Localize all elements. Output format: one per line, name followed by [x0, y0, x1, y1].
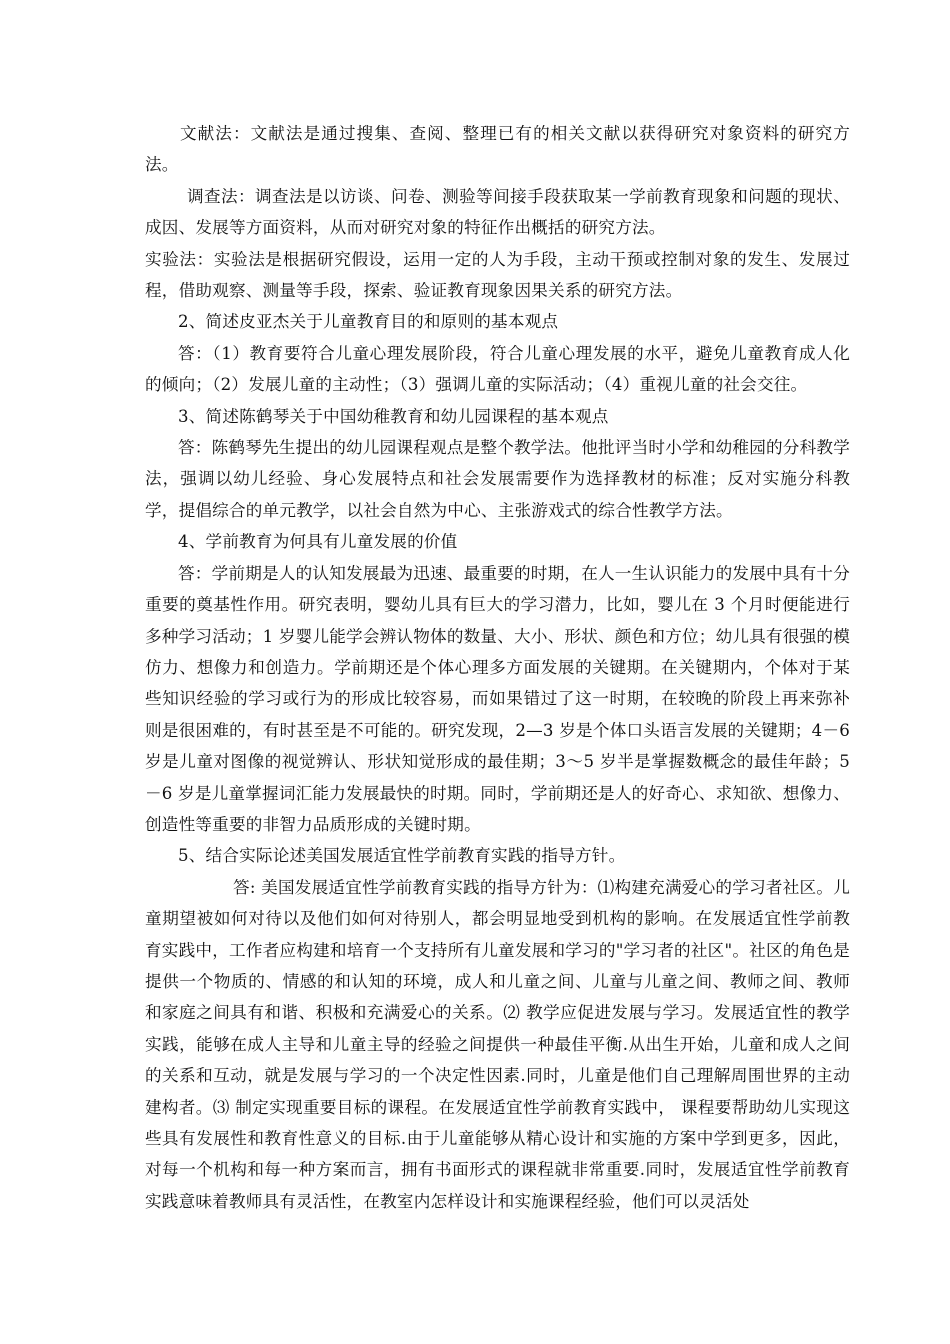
question-2-heading: 2、简述皮亚杰关于儿童教育目的和原则的基本观点: [178, 312, 559, 332]
paragraph-literature-method: 文献法：文献法是通过搜集、查阅、整理已有的相关文献以获得研究对象资料的研究方法。: [145, 124, 850, 175]
question-5-heading: 5、结合实际论述美国发展适宜性学前教育实践的指导方针。: [178, 846, 626, 866]
paragraph-experiment-method: 实验法：实验法是根据研究假设，运用一定的人为手段，主动干预或控制对象的发生、发展过程，借助观察、测量等手段，探索、验证教育现象因果关系的研究方法。: [145, 249, 850, 301]
question-3-heading: 3、简述陈鹤琴关于中国幼稚教育和幼儿园课程的基本观点: [178, 406, 609, 426]
answer-5: 答: 美国发展适宜性学前教育实践的指导方针为：⑴构建充满爱心的学习者社区。儿童期望被如何对待以及他们如何对待别人，都会明显地受到机构的影响。在发展适宜性学前教育实践中，工作者应构建和培育一个支持所有儿童发展和学习的"学习者的社区"。社区的角色是提供一个物质的、情感的和认知的环境，成人和儿童之间、儿童与儿童之间、教师之间、教师和家庭之间具有和谐、积极和充满爱心的关系。⑵ 教学应促进发展与学习。发展适宜性的教学实践，能够在成人主导和儿童主导的经验之间提供一种最佳平衡.从出生开始，儿童和成人之间的关系和互动，就是发展与学习的一个决定性因素.同时，儿童是他们自己理解周围世界的主动建构者。⑶ 制定实现重要目标的课程。在发展适宜性学前教育实践中， 课程要帮助幼儿实现这些具有发展性和教育性意义的目标.由于儿童能够从精心设计和实施的方案中学到更多，因此，对每一个机构和每一种方案而言，拥有书面形式的课程就非常重要.同时，发展适宜性学前教育实践意味着教师具有灵活性，在教室内怎样设计和实施课程经验，他们可以灵活处: [145, 877, 850, 1211]
answer-2: 答：（1）教育要符合儿童心理发展阶段，符合儿童心理发展的水平，避免儿童教育成人化的倾向；（2）发展儿童的主动性；（3）强调儿童的实际活动；（4）重视儿童的社会交往。: [145, 343, 850, 395]
document-page: [145, 118, 850, 1217]
paragraph-survey-method: 调查法：调查法是以访谈、问卷、测验等间接手段获取某一学前教育现象和问题的现状、成因、发展等方面资料，从而对研究对象的特征作出概括的研究方法。: [145, 186, 850, 238]
question-4-heading: 4、学前教育为何具有儿童发展的价值: [178, 532, 458, 552]
answer-4: 答：学前期是人的认知发展最为迅速、最重要的时期，在人一生认识能力的发展中具有十分重要的奠基性作用。研究表明，婴幼儿具有巨大的学习潜力，比如，婴儿在 3 个月时便能进行多种学习活动；1 岁婴儿能学会辨认物体的数量、大小、形状、颜色和方位；幼儿具有很强的模仿力、想像力和创造力。学前期还是个体心理多方面发展的关键期。在关键期内，个体对于某些知识经验的学习或行为的形成比较容易，而如果错过了这一时期，在较晚的阶段上再来弥补则是很困难的，有时甚至是不可能的。研究发现，2—3 岁是个体口头语言发展的关键期；4－6 岁是儿童对图像的视觉辨认、形状知觉形成的最佳期；3～5 岁半是掌握数概念的最佳年龄；5－6 岁是儿童掌握词汇能力发展最快的时期。同时，学前期还是人的好奇心、求知欲、想像力、创造性等重要的非智力品质形成的关键时期。: [145, 563, 850, 834]
answer-3: 答：陈鹤琴先生提出的幼儿园课程观点是整个教学法。他批评当时小学和幼稚园的分科教学法，强调以幼儿经验、身心发展特点和社会发展需要作为选择教材的标准；反对实施分科教学，提倡综合的单元教学，以社会自然为中心、主张游戏式的综合性教学方法。: [145, 438, 850, 520]
